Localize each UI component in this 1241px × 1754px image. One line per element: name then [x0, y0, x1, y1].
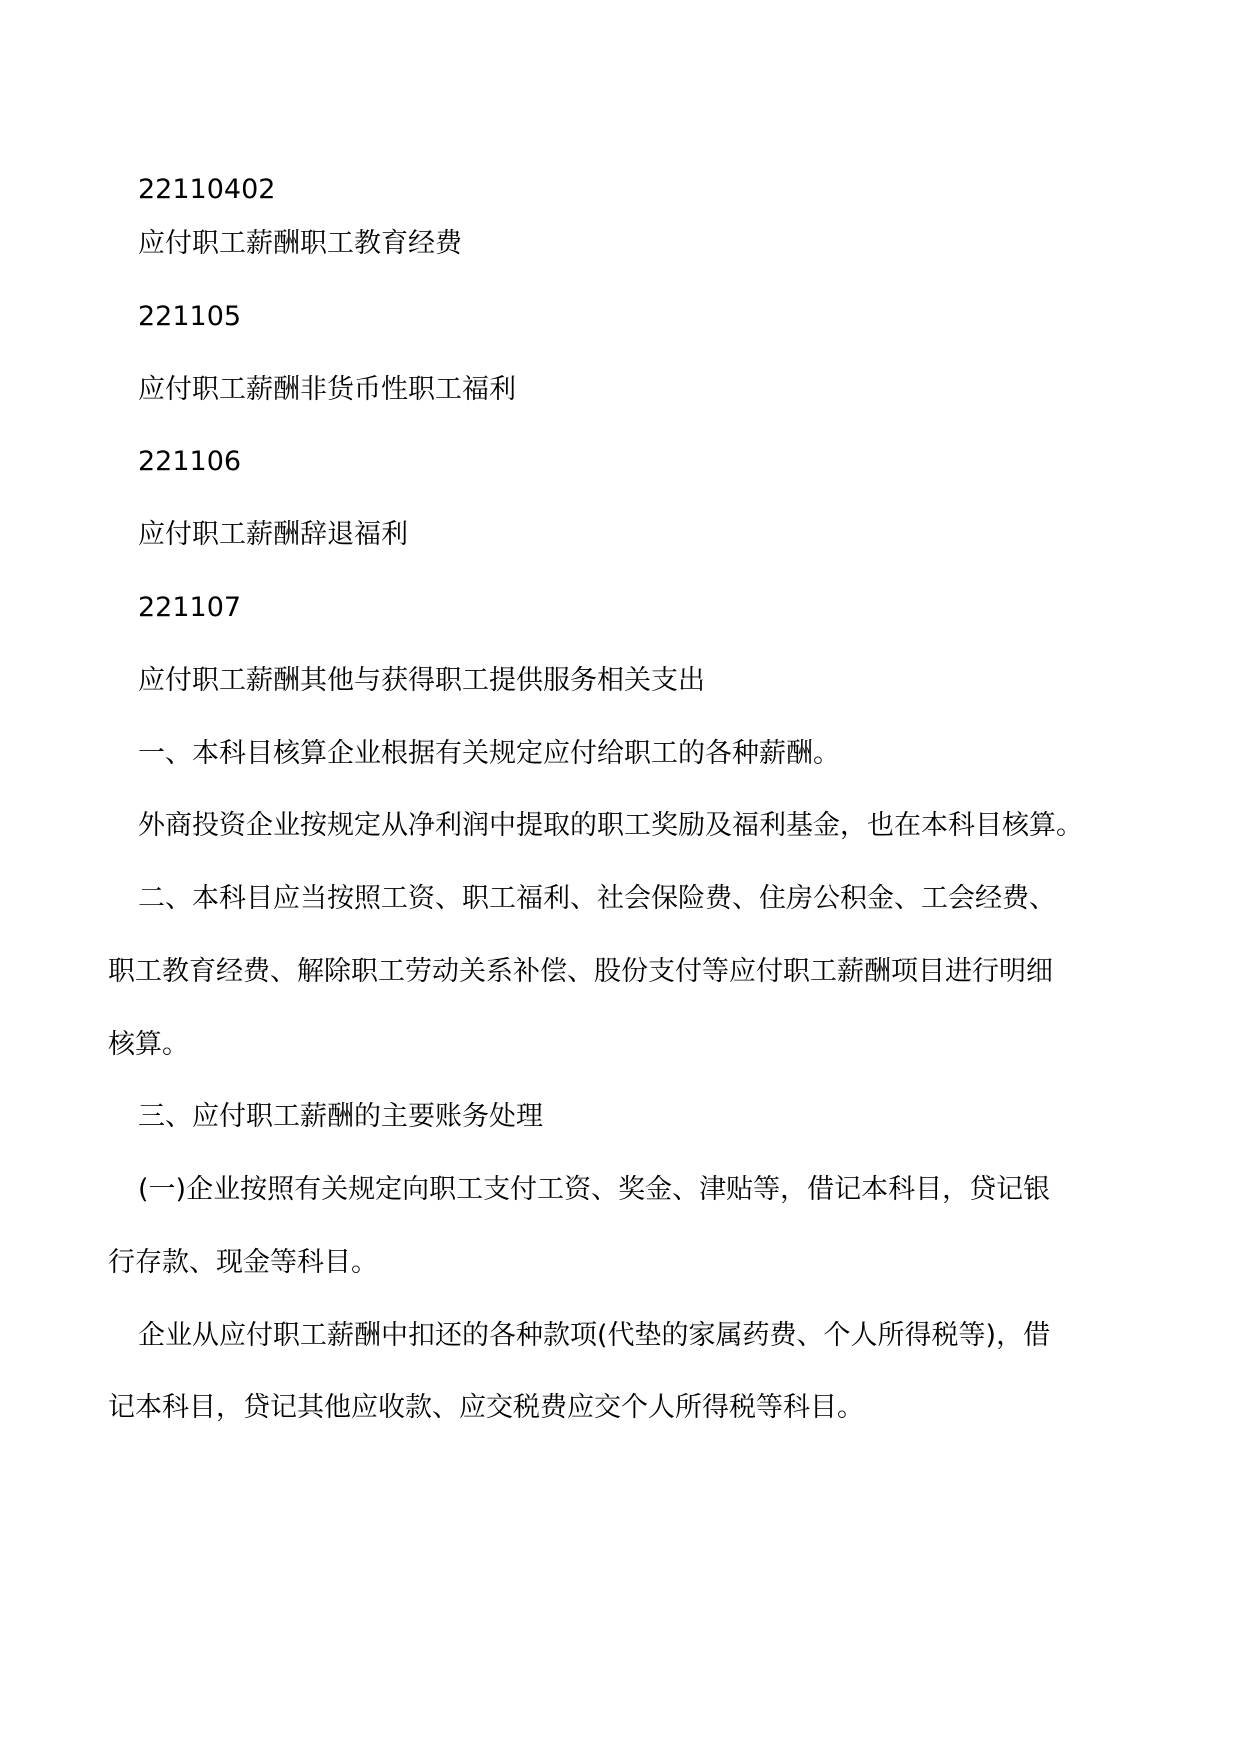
section-two-line-3: 核算。: [108, 1029, 189, 1060]
account-name-other-expenditure: 应付职工薪酬其他与获得职工提供服务相关支出: [138, 665, 705, 696]
item-one-line-2: 行存款、现金等科目。: [108, 1247, 378, 1278]
foreign-investment-paragraph: 外商投资企业按规定从净利润中提取的职工奖励及福利基金，也在本科目核算。: [138, 810, 1083, 841]
account-code-221105: 221105: [138, 301, 242, 332]
account-code-22110402: 22110402: [138, 174, 276, 205]
section-three-heading: 三、应付职工薪酬的主要账务处理: [138, 1101, 543, 1132]
item-one-line-1: (一)企业按照有关规定向职工支付工资、奖金、津贴等，借记本科目，贷记银: [138, 1174, 1051, 1205]
section-two-line-1: 二、本科目应当按照工资、职工福利、社会保险费、住房公积金、工会经费、: [138, 883, 1056, 914]
account-name-education-fund: 应付职工薪酬职工教育经费: [138, 228, 462, 259]
section-two-line-2: 职工教育经费、解除职工劳动关系补偿、股份支付等应付职工薪酬项目进行明细: [108, 956, 1053, 987]
account-code-221106: 221106: [138, 446, 242, 477]
deduction-paragraph-line-2: 记本科目，贷记其他应收款、应交税费应交个人所得税等科目。: [108, 1392, 864, 1423]
section-one-paragraph: 一、本科目核算企业根据有关规定应付给职工的各种薪酬。: [138, 738, 840, 769]
account-name-non-monetary-welfare: 应付职工薪酬非货币性职工福利: [138, 374, 516, 405]
account-code-221107: 221107: [138, 592, 242, 623]
account-name-dismissal-welfare: 应付职工薪酬辞退福利: [138, 519, 408, 550]
deduction-paragraph-line-1: 企业从应付职工薪酬中扣还的各种款项(代垫的家属药费、个人所得税等)，借: [138, 1320, 1051, 1351]
